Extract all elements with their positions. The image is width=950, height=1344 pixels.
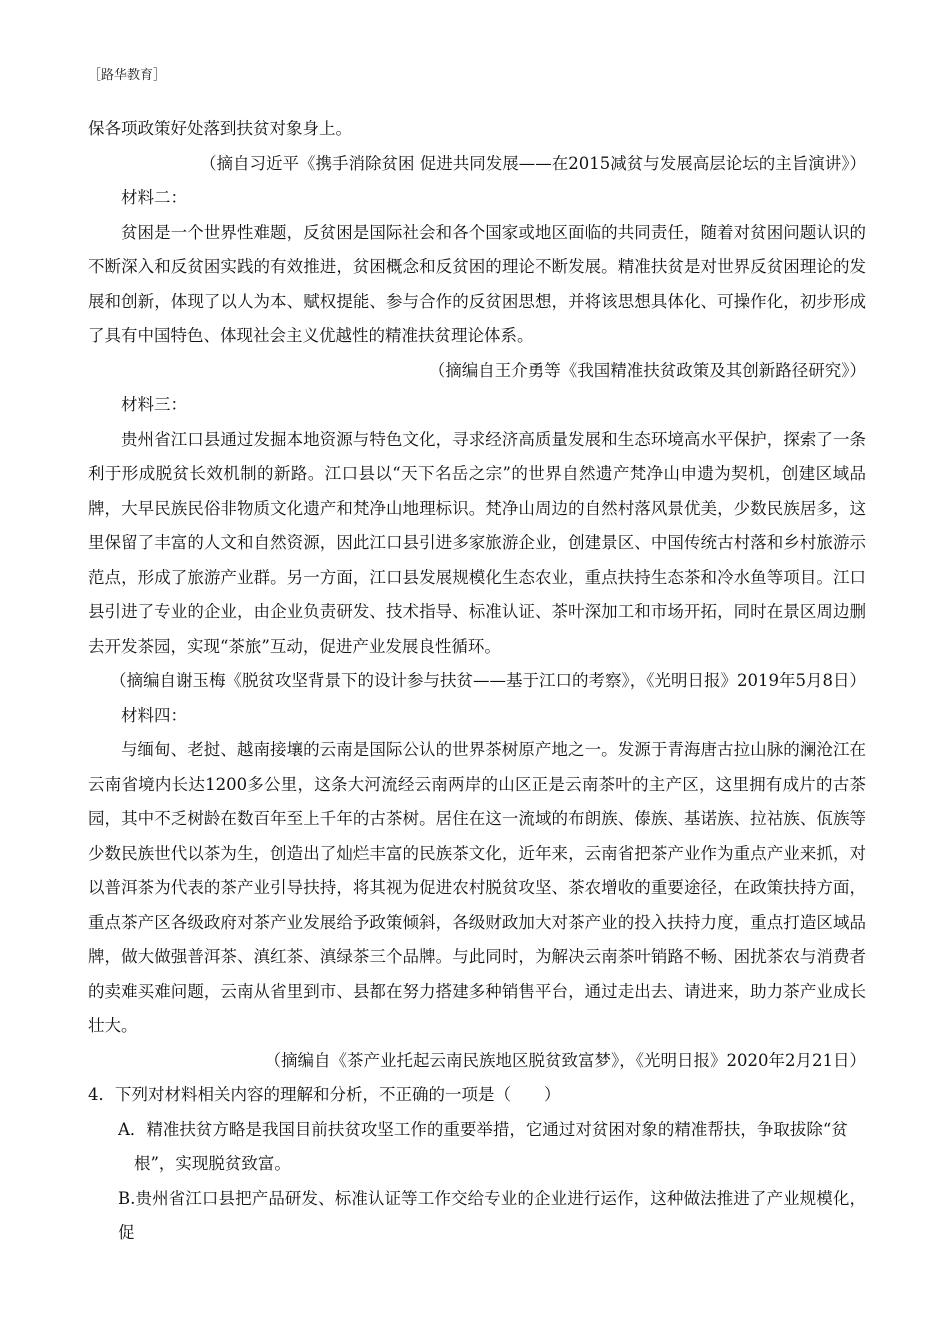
material-4-source: （摘编自《茶产业托起云南民族地区脱贫致富梦》，《光明日报》2020年2月21日）	[264, 1050, 866, 1070]
material-2-text: 贫困是一个世界性难题，反贫困是国际社会和各个国家或地区面临的共同责任，随着对贫困问题认识的不断深入和反贫困实践的有效推进，贫困概念和反贫困的理论不断发展。精准扶贫是对世界反贫困理论的发展和创新，体现了以人为本、赋权提能、参与合作的反贫困思想，并将该思想具体化、可操作化，初步形成了具有中国特色、体现社会主义优越性的精准扶贫理论体系。	[88, 222, 866, 345]
intro-tail: 保各项政策好处落到扶贫对象身上。	[88, 119, 352, 138]
material-3-source: （摘编自谢玉梅《脱贫攻坚背景下的设计参与扶贫——基于江口的考察》，《光明日报》2019年5月8日）	[110, 671, 866, 690]
option-b-letter: B.	[118, 1188, 136, 1208]
material-2-source: （摘编自王介勇等《我国精准扶贫政策及其创新路径研究》）	[428, 360, 866, 380]
material-3-label: 材料三：	[121, 395, 187, 414]
header-tag: ［路华教育］	[88, 68, 167, 83]
option-a-letter: A．	[118, 1119, 147, 1139]
option-a-line1: 精准扶贫方略是我国目前扶贫攻坚工作的重要举措，它通过对贫困对象的精准帮扶，争取拔除“贫	[146, 1119, 848, 1139]
material-4-label: 材料四：	[121, 705, 187, 725]
option-b	[88, 1182, 866, 1251]
page-content	[88, 112, 866, 1251]
option-b-line1: 贵州省江口县把产品研发、标准认证等工作交给专业的企业进行运作，这种做法推进了产业规模化，促	[118, 1188, 866, 1242]
material-4-text: 与缅甸、老挝、越南接壤的云南是国际公认的世界茶树原产地之一。发源于青海唐古拉山脉的澜沧江在云南省境内长达1200多公里，这条大河流经云南两岸的山区正是云南茶叶的主产区，这里拥有成片的古茶园，其中不乏树龄在数百年至上千年的古茶树。居住在这一流域的布朗族、傣族、基诺族、拉祜族、佤族等少数民族世代以茶为生，创造出了灿烂丰富的民族茶文化，近年来，云南省把茶产业作为重点产业来抓，对以普洱茶为代表的茶产业引导扶持，将其视为促进农村脱贫攻坚、茶农增收的重要途径，在政策扶持方面，重点茶产区各级政府对茶产业发展给予政策倾斜，各级财政加大对茶产业的投入扶持力度，重点打造区域品牌，做大做强普洱茶、滇红茶、滇绿茶三个品牌。与此同时，为解决云南茶叶销路不畅、困扰茶农与消费者的卖难买难问题，云南从省里到市、县都在努力搭建多种销售平台，通过走出去、请进来，助力茶产业成长壮大。	[88, 740, 866, 1035]
option-a-line2: 根”，实现脱贫致富。	[134, 1154, 291, 1173]
material-3-text: 贵州省江口县通过发掘本地资源与特色文化，寻求经济高质量发展和生态环境高水平保护，探索了一条利于形成脱贫长效机制的新路。江口县以“天下名岳之宗”的世界自然遗产梵净山申遗为契机，创建区域品牌，大早民族民俗非物质文化遗产和梵净山地理标识。梵净山周边的自然村落风景优美，少数民族居多，这里保留了丰富的人文和自然资源，因此江口县引进多家旅游企业，创建景区、中国传统古村落和乡村旅游示范点，形成了旅游产业群。另一方面，江口县发展规模化生态农业，重点扶持生态茶和冷水鱼等项目。江口县引进了专业的企业，由企业负责研发、技术指导、标准认证、茶叶深加工和市场开拓，同时在景区周边删去开发茶园，实现“茶旅”互动，促进产业发展良性循环。	[88, 429, 866, 656]
question-4-stem: 4．下列对材料相关内容的理解和分析，不正确的一项是（ ）	[88, 1085, 561, 1104]
option-a	[88, 1113, 866, 1182]
source-1: （摘自习近平《携手消除贫困 促进共同发展——在2015减贫与发展高层论坛的主旨演讲》）	[200, 153, 866, 173]
material-2-label: 材料二：	[121, 188, 187, 207]
